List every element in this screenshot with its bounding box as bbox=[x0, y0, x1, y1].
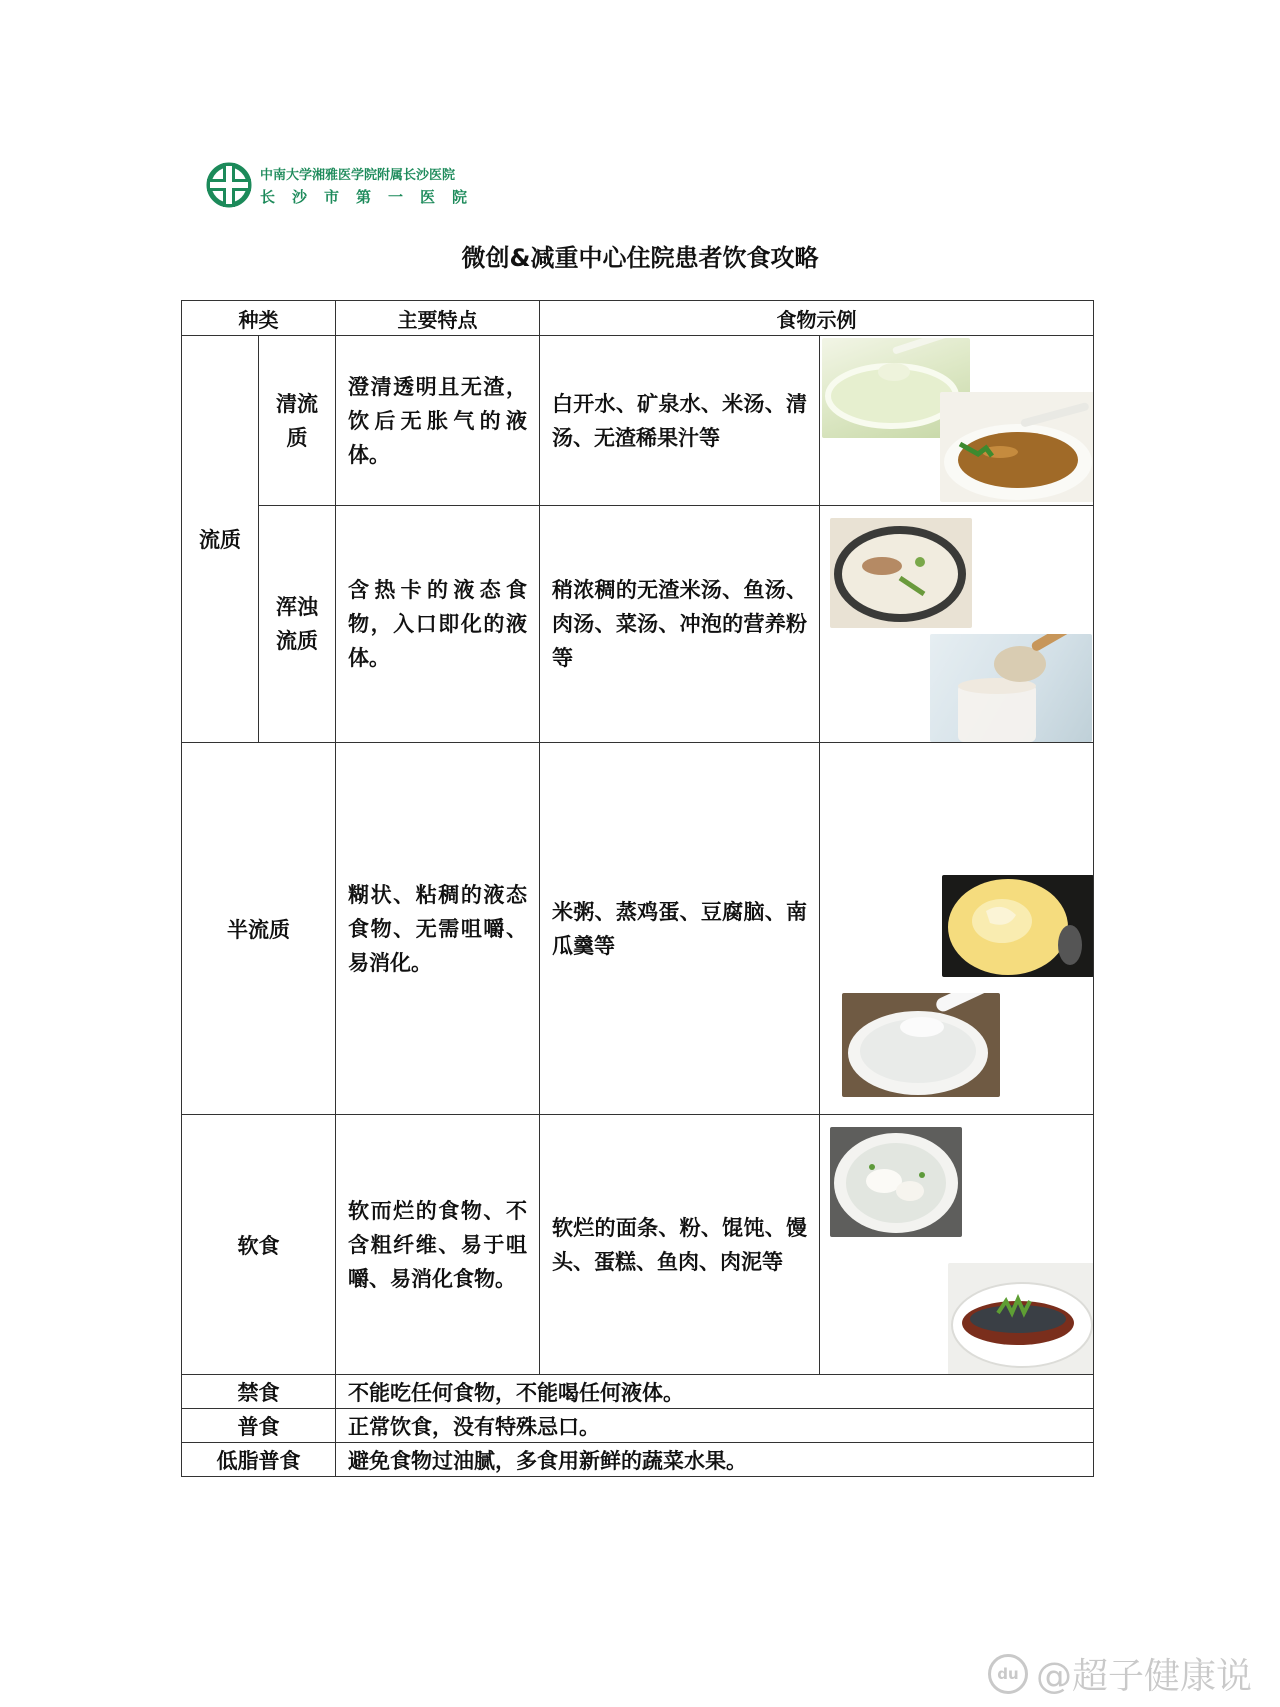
table-row-fasting bbox=[182, 1375, 1094, 1409]
feature-semi-liquid: 糊状、粘稠的液态食物、无需咀嚼、易消化。 bbox=[336, 743, 540, 1115]
page-title: 微创&减重中心住院患者饮食攻略 bbox=[461, 244, 819, 272]
examples-semi-liquid: 米粥、蒸鸡蛋、豆腐脑、南瓜羹等 bbox=[540, 743, 820, 1115]
desc-regular-diet: 正常饮食，没有特殊忌口。 bbox=[336, 1409, 1094, 1443]
images-turbid-liquid bbox=[820, 506, 1094, 743]
feature-turbid-liquid: 含热卡的液态食物，入口即化的液体。 bbox=[336, 506, 540, 743]
images-clear-liquid bbox=[820, 336, 1094, 506]
images-semi-liquid bbox=[820, 743, 1094, 1115]
clear-broth-photo bbox=[940, 392, 1094, 502]
header-feature: 主要特点 bbox=[336, 301, 540, 336]
category-low-fat-diet: 低脂普食 bbox=[182, 1443, 336, 1477]
table-row-turbid-liquid bbox=[182, 506, 1094, 743]
steamed-fish-photo bbox=[948, 1263, 1094, 1375]
hospital-logo bbox=[204, 158, 484, 214]
hospital-cross-icon bbox=[204, 160, 254, 210]
nutrition-powder-photo bbox=[930, 634, 1092, 742]
table-row-regular-diet bbox=[182, 1409, 1094, 1443]
watermark bbox=[988, 1648, 1252, 1699]
subcategory-clear-liquid: 清流质 bbox=[259, 336, 336, 506]
table-row-clear-liquid bbox=[182, 336, 1094, 506]
table-row-semi-liquid bbox=[182, 743, 1094, 1115]
header-category: 种类 bbox=[182, 301, 336, 336]
table-row-soft-food bbox=[182, 1115, 1094, 1375]
header-examples: 食物示例 bbox=[540, 301, 1094, 336]
table-row-low-fat-diet bbox=[182, 1443, 1094, 1477]
category-soft-food: 软食 bbox=[182, 1115, 336, 1375]
category-liquid: 流质 bbox=[182, 336, 259, 743]
hospital-name-line1: 中南大学湘雅医学院附属长沙医院 bbox=[260, 168, 456, 183]
fish-soup-photo bbox=[830, 518, 972, 628]
images-soft-food bbox=[820, 1115, 1094, 1375]
examples-clear-liquid: 白开水、矿泉水、米汤、清汤、无渣稀果汁等 bbox=[540, 336, 820, 506]
table-header-row bbox=[182, 301, 1094, 336]
examples-turbid-liquid: 稍浓稠的无渣米汤、鱼汤、肉汤、菜汤、冲泡的营养粉等 bbox=[540, 506, 820, 743]
platform-badge-icon: du bbox=[988, 1654, 1028, 1694]
feature-soft-food: 软而烂的食物、不含粗纤维、易于咀嚼、易消化食物。 bbox=[336, 1115, 540, 1375]
category-regular-diet: 普食 bbox=[182, 1409, 336, 1443]
desc-fasting: 不能吃任何食物，不能喝任何液体。 bbox=[336, 1375, 1094, 1409]
hospital-name-line2: 长沙市第一医院 bbox=[260, 188, 485, 206]
examples-soft-food: 软烂的面条、粉、馄饨、馒头、蛋糕、鱼肉、肉泥等 bbox=[540, 1115, 820, 1375]
fish-fillet-soup-photo bbox=[830, 1127, 962, 1237]
category-fasting: 禁食 bbox=[182, 1375, 336, 1409]
diet-table bbox=[181, 300, 1094, 1477]
subcategory-turbid-liquid: 浑浊流质 bbox=[259, 506, 336, 743]
rice-porridge-photo bbox=[842, 993, 1000, 1097]
steamed-egg-photo bbox=[942, 875, 1094, 977]
feature-clear-liquid: 澄清透明且无渣，饮后无胀气的液体。 bbox=[336, 336, 540, 506]
category-semi-liquid: 半流质 bbox=[182, 743, 336, 1115]
desc-low-fat-diet: 避免食物过油腻，多食用新鲜的蔬菜水果。 bbox=[336, 1443, 1094, 1477]
watermark-text: @超子健康说 bbox=[1035, 1656, 1252, 1697]
